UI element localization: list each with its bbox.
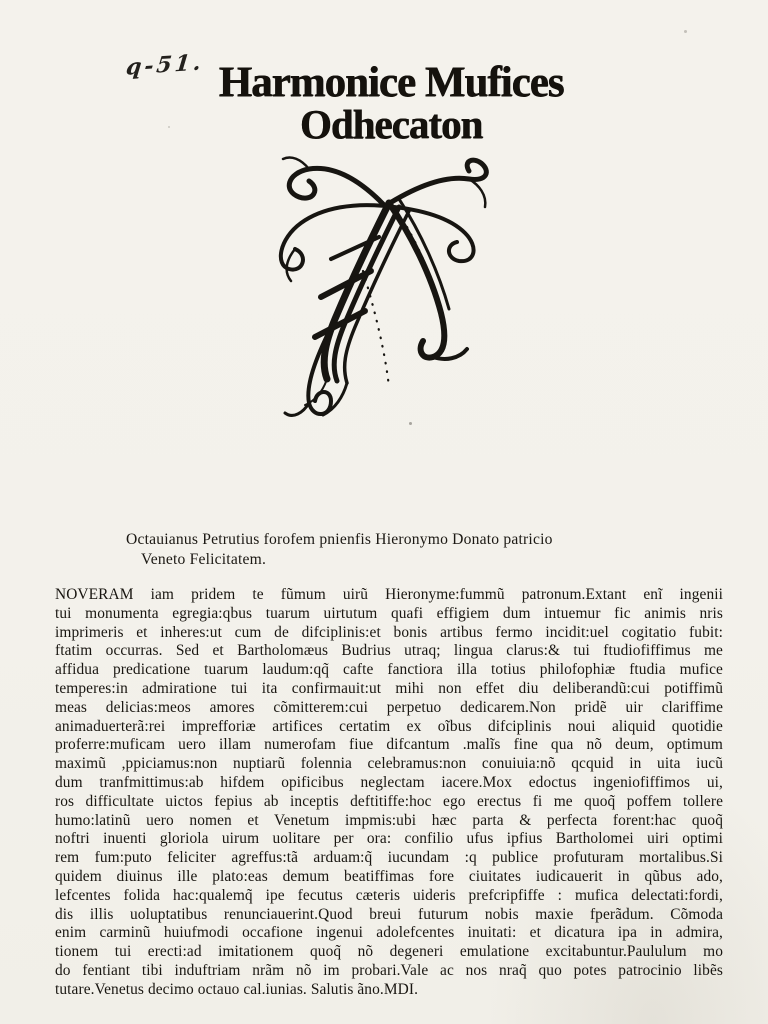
title-line-2: Odhecaton [299, 101, 483, 147]
body-line: affidua predicatione tuarum laudum:qq̃ cafte fanctiora illa totius philofophiæ ftudia mufice [55, 661, 723, 679]
body-line: do fentiant tibi induftriam nrãm nõ im probari.Vale ac nos nraq̃ quo potes patrocinio libẽs [55, 961, 723, 979]
body-line: NOVERAM iam pridem te fũmum uirũ Hieronyme:fummũ patronum.Extant enĩ ingenii [55, 586, 723, 603]
body-line: maximũ ,ppiciamus:non nuptiarũ folennia celebramus:non conuiuia:nõ qcquid in uita iucũ [55, 755, 723, 773]
body-line: temperes:in admiratione tui ita confirmauit:ut mihi non effet diu deliberandũ:cui potiffimũ [55, 679, 723, 697]
body-line: tionem tui erecti:ad imitationem quoq̃ nõ degeneri emulatione excitabuntur.Paululum mo [55, 943, 723, 961]
paper-speck [684, 30, 687, 33]
handwritten-shelfmark: q-51. [124, 49, 206, 81]
body-line: humo:latinũ uero nomen et Venetum impmis:ubi hæc parta & perfecta forent:hac quoq̃ [55, 811, 723, 829]
body-line: ros difficultate uictos fepius ab inceptis deftitiffe:hoc ego erectus fi me quoq̃ poffem tollere [55, 792, 723, 810]
body-text [55, 586, 723, 1000]
body-line: dum tranfmittimus:ab hifdem opificibus neglectam iacere.Mox edoctus ingeniofiffimos ui, [55, 773, 723, 791]
body-line: tutare.Venetus decimo octauo cal.iunias. Salutis ãno.MDI. [55, 980, 419, 998]
body-line: meas delicias:meos amores cõmitterem:cui perpetuo dedicarem.Non pridẽ uir clariffime [55, 698, 723, 716]
body-line: proferre:muficam uero illam numerofam fiue difcantum .malĩs fine qua nõ deum, optimum [55, 736, 723, 754]
body-line: noftri inuenti gloriola uirum uolitare per ora: confilio ufus ipfius Bartholomei uiri optimi [55, 830, 723, 848]
title-line-1: Harmonice Mufices [218, 59, 564, 106]
body-line: imprimeris et inheres:ut cum de difciplinis:et bonis artibus fermo incidit:uel cogitatio fubit: [55, 623, 723, 641]
body-line: rem fum:puto feliciter agreffus:tã arduam:q̃ iucundam :q publice profuturam mortalibus.Si [55, 849, 723, 867]
body-line: dis illis uoluptatibus renunciauerint.Quod breui futurum nobis maxie fperãdum. Cõmoda [55, 905, 723, 923]
dedication-line-2: Veneto Felicitatem. [141, 551, 267, 568]
decorative-initial [243, 150, 503, 422]
dedication-line-1: Octauianus Petrutius forofem pnienfis Hieronymo Donato patricio [126, 531, 553, 548]
page-title [7, 59, 768, 147]
body-line: ftatim occurras. Sed et Bartholomæus Budrius utraq; lingua clarus:& tui ftudiofiffimus me [55, 642, 723, 660]
paper-speck [168, 126, 170, 128]
dedication [126, 530, 686, 570]
body-line: tui monumenta egregia:qbus tuarum uirtutum quafi effigiem dum intuemur fic animis nris [55, 604, 723, 622]
body-line: quidem diuinus ille plato:eas demum beatiffimas fore ciuitates iudicauerit in qũbus ado, [55, 867, 723, 885]
body-line: lefcentes folida hac:qualemq̃ ipe fecutus cæteris uideris prefcripfiffe : mufica delectati:fordi, [55, 886, 723, 904]
paper-speck [409, 422, 412, 425]
body-line: enim carminũ huiufmodi occafione ingenui adolefcentes inuitati: et dicatura ipa in admira, [55, 924, 723, 942]
body-line: animaduerterã:rei imprefforiæ artifices certatim ex oĩbus difciplinis noui aliquid quotidie [55, 717, 723, 735]
